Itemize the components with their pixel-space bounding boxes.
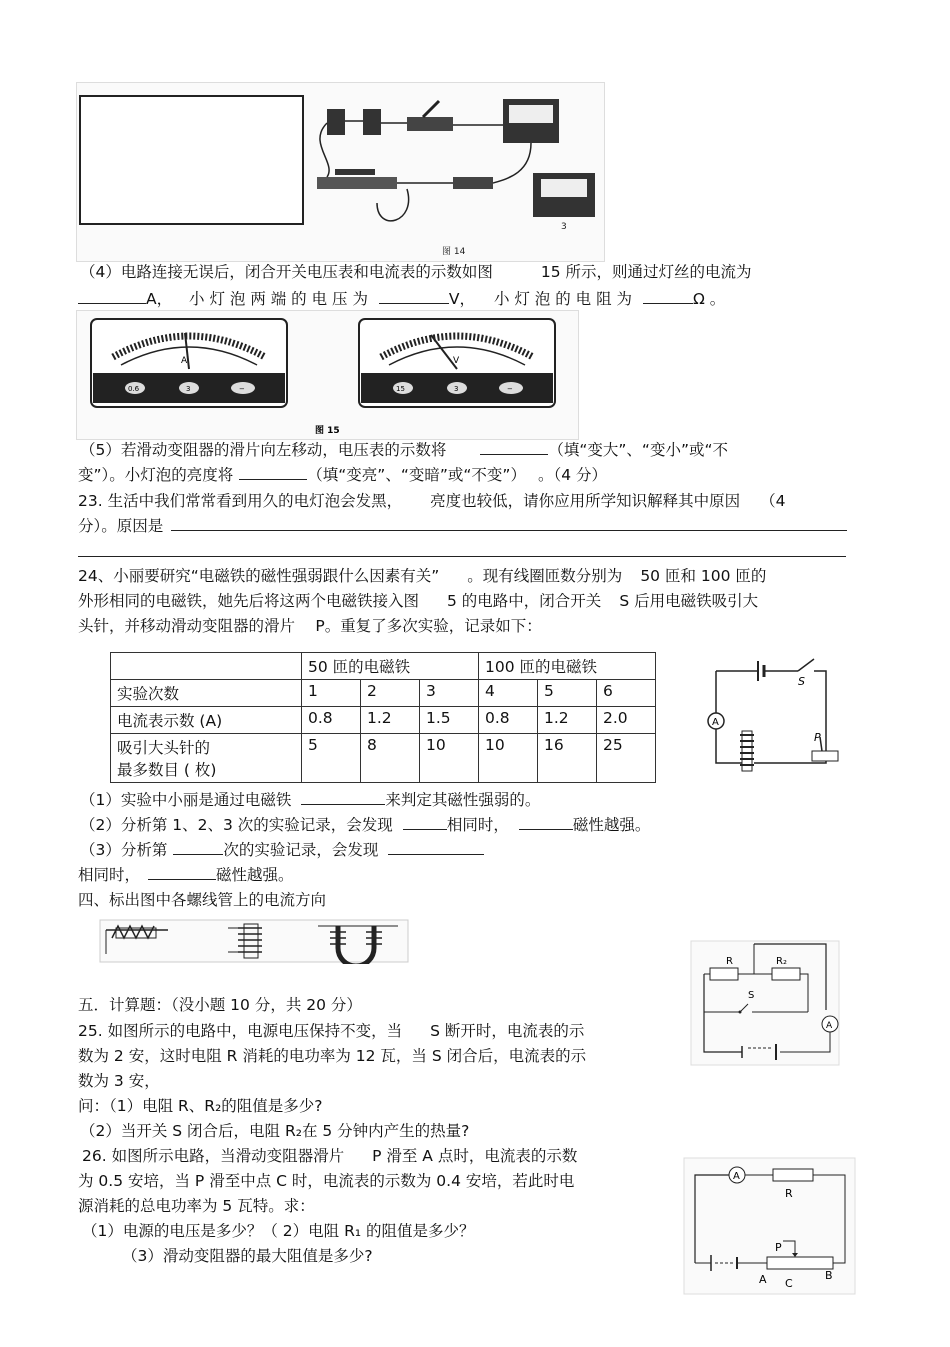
ammeter-terminal-label: − [239, 385, 245, 393]
voltmeter-terminal-label: 3 [454, 385, 459, 393]
q24-sub3-blank1[interactable] [173, 840, 223, 855]
switch-icon [407, 117, 453, 131]
figure-15 [76, 310, 579, 440]
q22-5-line2: 变”）。小灯泡的亮度将 （填“变亮”、“变暗”或“不变”） 。（4 分） [78, 466, 608, 484]
q25-ask2: （2）当开关 S 闭合后，电阻 R₂在 5 分钟内产生的热量? [80, 1122, 470, 1140]
ammeter-label: A [712, 717, 719, 728]
q26-ask2: （3）滑动变阻器的最大阻值是多少? [122, 1247, 373, 1265]
q24-sub3-line2: 相同时， 磁性越强。 [78, 866, 294, 884]
q26-line3: 源消耗的总电功率为 5 瓦特。求： [78, 1197, 315, 1215]
q26-circuit [683, 1157, 856, 1295]
coil-icon [740, 731, 754, 771]
slider-label: P [775, 1241, 782, 1254]
q23-reason-blank[interactable] [171, 516, 847, 531]
bulb-holder-icon [453, 177, 493, 189]
brightness-change-blank[interactable] [239, 465, 307, 480]
figure-14-drawing [77, 83, 604, 261]
q24-sub3-blank2[interactable] [388, 840, 484, 855]
rheostat-icon [317, 177, 397, 189]
section-5-title: 五．计算题：（没小题 10 分，共 20 分） [78, 996, 362, 1014]
q25-circuit [690, 940, 840, 1066]
resistor-icon [773, 1169, 813, 1181]
q24-sub2-blank1[interactable] [403, 815, 447, 830]
section-4-title: 四、标出图中各螺线管上的电流方向 [78, 891, 327, 909]
table-row: 吸引大头针的 最多数目 ( 枚) 5 8 10 10 16 25 [111, 734, 656, 783]
r1-label: R [726, 956, 733, 967]
ammeter-dial [91, 319, 287, 407]
voltmeter-unit: V [453, 356, 460, 366]
q22-5-line1: （5）若滑动变阻器的滑片向左移动，电压表的示数将 （填“变大”、“变小”或“不 [80, 441, 729, 459]
row-label: 吸引大头针的 最多数目 ( 枚) [111, 734, 302, 783]
rheostat-icon [812, 751, 838, 761]
q24-sub1: （1）实验中小丽是通过电磁铁 来判定其磁性强弱的。 [80, 791, 541, 809]
q23-line1: 23. 生活中我们常常看到用久的电灯泡会发黑， 亮度也较低，请你应用所学知识解释其中原因 （4 [78, 492, 786, 510]
point-a-label: A [759, 1273, 767, 1286]
resistor-r2-icon [772, 968, 800, 980]
voltmeter-terminal-label: 3 [561, 222, 567, 232]
figure-14 [76, 82, 605, 262]
table-row: 实验次数 1 2 3 4 5 6 [111, 680, 656, 707]
battery-icon [327, 109, 345, 135]
figure-14-caption: 图 14 [442, 247, 466, 257]
q24-sub2: （2）分析第 1、2、3 次的实验记录，会发现 相同时， 磁性越强。 [80, 816, 651, 834]
voltmeter-terminal-label: − [507, 385, 513, 393]
voltmeter-terminal-label: 15 [396, 385, 405, 393]
q25-line3: 数为 3 安， [78, 1072, 160, 1090]
slider-label: P [814, 731, 821, 744]
q24-sub2-blank2[interactable] [519, 815, 573, 830]
ammeter-terminal-label: 0.6 [128, 385, 140, 393]
q25-line1: 25. 如图所示的电路中，电源电压保持不变，当 S 断开时，电流表的示 [78, 1022, 585, 1040]
q26-line1: 26. 如图所示电路，当滑动变阻器滑片 P 滑至 A 点时，电流表的示数 [82, 1147, 578, 1165]
resistor-label: R [785, 1187, 793, 1200]
table-row: 电流表示数 (A) 0.8 1.2 1.5 0.8 1.2 2.0 [111, 707, 656, 734]
electromagnet-circuit [702, 651, 844, 775]
figure-15-drawing [77, 311, 578, 439]
resistor-r1-icon [710, 968, 738, 980]
table-header-50-turns: 50 匝的电磁铁 [302, 653, 479, 680]
figure-15-caption: 图 15 [315, 426, 340, 436]
q24-line1: 24、小丽要研究“电磁铁的磁性强弱跟什么因素有关” 。现有线圈匝数分别为 50 匝和 100 匝的 [78, 567, 767, 585]
switch-label: S [748, 990, 755, 1001]
ammeter-label: A [733, 1171, 740, 1182]
q25-line2: 数为 2 安，这时电阻 R 消耗的电功率为 12 瓦，当 S 闭合后，电流表的示 [78, 1047, 587, 1065]
ammeter-terminal-label: 3 [186, 385, 191, 393]
switch-icon [798, 659, 814, 671]
q23-reason-line2[interactable] [78, 556, 846, 557]
row-label: 实验次数 [111, 680, 302, 707]
row-label: 电流表示数 (A) [111, 707, 302, 734]
switch-label: S [798, 675, 805, 688]
voltmeter-change-blank[interactable] [480, 440, 548, 455]
table-header-100-turns: 100 匝的电磁铁 [479, 653, 656, 680]
point-c-label: C [785, 1277, 793, 1290]
q24-line3: 头针，并移动滑动变阻器的滑片 P。重复了多次实验，记录如下： [78, 617, 542, 635]
solenoid-figures [98, 918, 410, 964]
experiment-table [110, 652, 656, 783]
q25-ask1: 问：（1）电阻 R、R₂的阻值是多少? [78, 1097, 323, 1115]
q24-sub1-blank[interactable] [301, 790, 385, 805]
voltmeter-dial [359, 319, 555, 407]
q26-ask1: （1）电源的电压是多少？（ 2）电阻 R₁ 的阻值是多少？ [82, 1222, 475, 1240]
q24-sub3-blank3[interactable] [148, 865, 216, 880]
point-b-label: B [825, 1269, 833, 1282]
table-row [111, 653, 656, 680]
battery-icon [363, 109, 381, 135]
ammeter-unit: A [181, 356, 188, 366]
blank-circuit-box [80, 96, 303, 224]
q23-line2: 分）。原因是 [78, 516, 847, 536]
current-answer-blank[interactable] [78, 289, 146, 304]
ammeter-label: A [826, 1021, 833, 1031]
q22-4-line2: A， 小 灯 泡 两 端 的 电 压 为 V， 小 灯 泡 的 电 阻 为 Ω 。 [78, 289, 725, 309]
q24-line2: 外形相同的电磁铁，她先后将这两个电磁铁接入图 5 的电路中，闭合开关 S 后用电磁铁吸引大 [78, 592, 759, 610]
q22-4-line1: （4）电路连接无误后，闭合开关电压表和电流表的示数如图 15 所示，则通过灯丝的电流为 [80, 263, 752, 281]
rheostat-icon [767, 1257, 833, 1269]
resistance-answer-blank[interactable] [643, 289, 693, 304]
q26-line2: 为 0.5 安培，当 P 滑至中点 C 时，电流表的示数为 0.4 安培，若此时电 [78, 1172, 575, 1190]
r2-label: R₂ [776, 956, 787, 967]
voltage-answer-blank[interactable] [379, 289, 449, 304]
q24-sub3: （3）分析第 次的实验记录，会发现 [80, 840, 484, 860]
